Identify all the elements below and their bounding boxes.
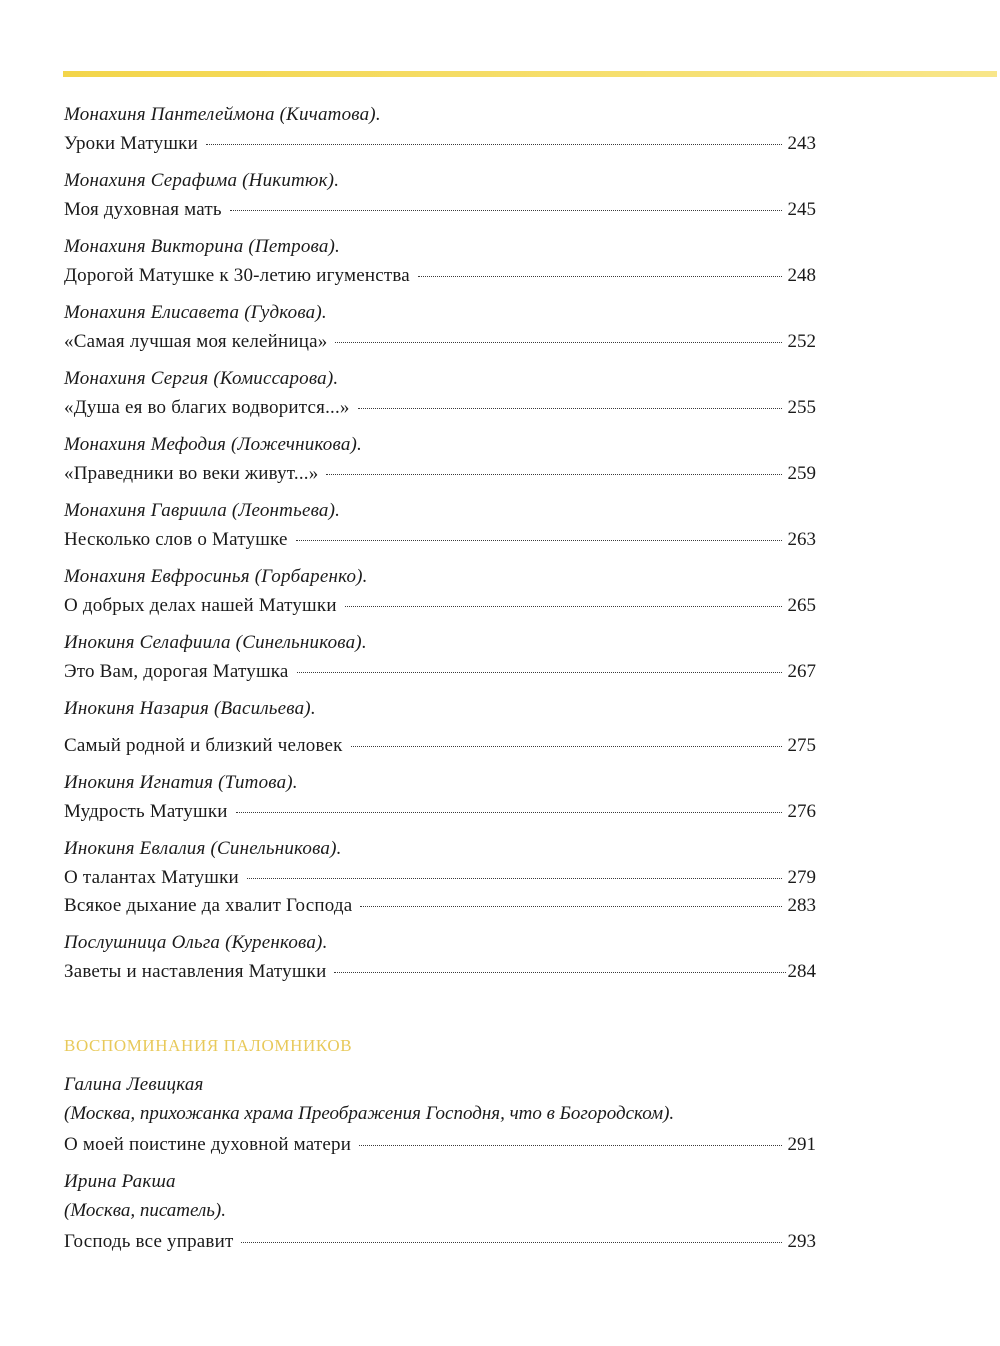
toc-author-note: (Москва, писатель). [64, 1200, 226, 1221]
toc-title: Это Вам, дорогая Матушка [64, 661, 289, 682]
toc-page-number: 259 [787, 463, 816, 484]
dot-leader [326, 474, 781, 475]
toc-page-number: 265 [787, 595, 816, 616]
toc-title: Мудрость Матушки [64, 801, 228, 822]
toc-entry [64, 166, 816, 224]
dot-leader [334, 972, 785, 973]
toc-page-number: 291 [787, 1134, 816, 1155]
toc-author: Инокиня Селафиила (Синельникова). [64, 632, 367, 653]
toc-author: Монахиня Гавриила (Леонтьева). [64, 500, 341, 521]
toc-entry [64, 430, 816, 488]
toc-author: Инокиня Назария (Васильева). [64, 698, 316, 719]
toc-entry [64, 232, 816, 290]
toc-title: Дорогой Матушке к 30-летию игуменства [64, 265, 410, 286]
toc-title: «Душа ея во благих водворится...» [64, 397, 350, 418]
toc-line[interactable] [64, 130, 816, 158]
toc-author: Послушница Ольга (Куренкова). [64, 932, 328, 953]
toc-title: «Праведники во веки живут...» [64, 463, 319, 484]
toc-page-number: 267 [787, 661, 816, 682]
toc-page-number: 263 [787, 529, 816, 550]
toc-author: Монахиня Евфросинья (Горбаренко). [64, 566, 368, 587]
dot-leader [241, 1242, 781, 1243]
dot-leader [335, 342, 781, 343]
toc-entry [64, 768, 816, 826]
toc-entry [64, 562, 816, 620]
toc-author: Монахиня Викторина (Петрова). [64, 236, 341, 257]
toc-line[interactable] [64, 592, 816, 620]
toc-line[interactable] [64, 732, 816, 760]
toc-line[interactable] [64, 658, 816, 686]
toc-line[interactable] [64, 798, 816, 826]
dot-leader [247, 878, 782, 879]
toc-author: Галина Левицкая [64, 1074, 204, 1095]
dot-leader [351, 746, 782, 747]
toc-line[interactable] [64, 1131, 816, 1159]
toc-page-number: 283 [787, 895, 816, 916]
toc-line[interactable] [64, 262, 816, 290]
dot-leader [359, 1145, 781, 1146]
dot-leader [236, 812, 782, 813]
toc-author-note: (Москва, прихожанка храма Преображения Господня, что в Богородском). [64, 1103, 675, 1124]
toc-title: О талантах Матушки [64, 867, 239, 888]
toc-page-number: 245 [787, 199, 816, 220]
toc-page-number: 243 [787, 133, 816, 154]
dot-leader [230, 210, 782, 211]
toc-entry [64, 298, 816, 356]
toc-author: Монахиня Мефодия (Ложечникова). [64, 434, 363, 455]
toc-line[interactable] [64, 394, 816, 422]
toc-title: Господь все управит [64, 1231, 234, 1252]
toc-author: Инокиня Евлалия (Синельникова). [64, 838, 342, 859]
toc-page-number: 275 [787, 735, 816, 756]
toc-author: Инокиня Игнатия (Титова). [64, 772, 298, 793]
dot-leader [206, 144, 782, 145]
toc-line[interactable] [64, 1228, 816, 1256]
toc-entry [64, 364, 816, 422]
toc-entry [64, 834, 816, 920]
dot-leader [297, 672, 782, 673]
toc-title: Моя духовная мать [64, 199, 222, 220]
toc-title: О добрых делах нашей Матушки [64, 595, 337, 616]
toc-entry [64, 628, 816, 686]
toc-line[interactable] [64, 526, 816, 554]
toc-author: Монахиня Пантелеймона (Кичатова). [64, 104, 381, 125]
toc-entry [64, 496, 816, 554]
toc-entry [64, 100, 816, 158]
toc-page-number: 279 [787, 867, 816, 888]
dot-leader [358, 408, 782, 409]
toc-title: Самый родной и близкий человек [64, 735, 343, 756]
toc-entry [64, 694, 816, 760]
top-decorative-rule [63, 71, 997, 77]
toc-page-number: 248 [787, 265, 816, 286]
toc-author: Ирина Ракша [64, 1171, 176, 1192]
toc-title: «Самая лучшая моя келейница» [64, 331, 328, 352]
toc-entry [64, 928, 816, 986]
toc-page-number: 276 [787, 801, 816, 822]
toc-line[interactable] [64, 328, 816, 356]
toc-title: Заветы и наставления Матушки [64, 961, 327, 982]
toc-entry [64, 1070, 816, 1159]
toc-title: Уроки Матушки [64, 133, 198, 154]
toc-line[interactable] [64, 892, 816, 920]
toc-author: Монахиня Серафима (Никитюк). [64, 170, 340, 191]
dot-leader [360, 906, 781, 907]
toc-page-number: 252 [787, 331, 816, 352]
toc-title: О моей поистине духовной матери [64, 1134, 352, 1155]
table-of-contents [64, 100, 816, 1256]
toc-author: Монахиня Елисавета (Гудкова). [64, 302, 327, 323]
toc-author: Монахиня Сергия (Комиссарова). [64, 368, 339, 389]
toc-entry [64, 1167, 816, 1256]
toc-line[interactable] [64, 958, 816, 986]
toc-line[interactable] [64, 460, 816, 488]
toc-line[interactable] [64, 196, 816, 224]
section-heading: ВОСПОМИНАНИЯ ПАЛОМНИКОВ [64, 1036, 353, 1055]
toc-title: Всякое дыхание да хвалит Господа [64, 895, 353, 916]
toc-page-number: 293 [787, 1231, 816, 1252]
dot-leader [345, 606, 782, 607]
dot-leader [418, 276, 782, 277]
toc-title: Несколько слов о Матушке [64, 529, 288, 550]
toc-page-number: 284 [787, 961, 816, 982]
toc-page-number: 255 [787, 397, 816, 418]
toc-line[interactable] [64, 864, 816, 892]
dot-leader [296, 540, 782, 541]
